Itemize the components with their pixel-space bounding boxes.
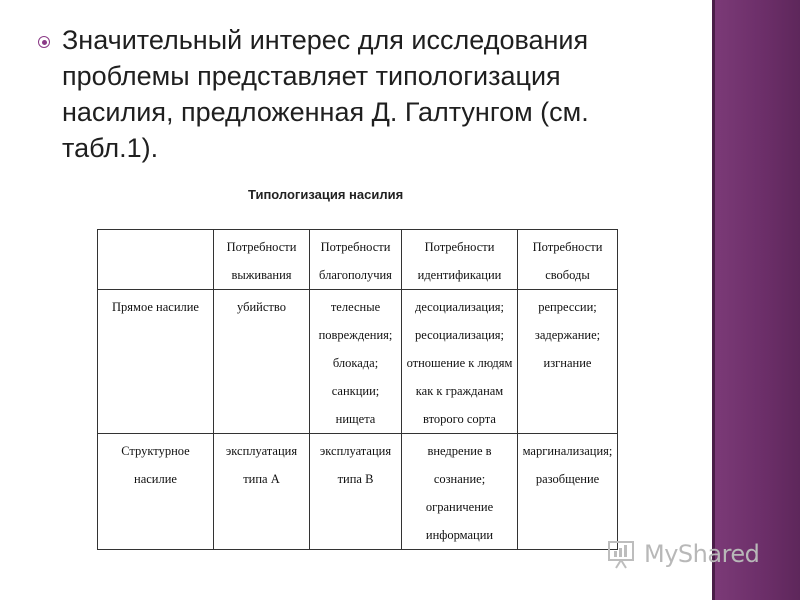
header-cell-wellbeing: Потребности благополучия (310, 230, 402, 290)
side-band-gradient (715, 0, 800, 600)
header-cell-freedom: Потребности свободы (518, 230, 618, 290)
table-cell: эксплуатация типа А (214, 434, 310, 550)
table-caption: Типологизация насилия (248, 187, 404, 202)
table-cell: репрессии; задержание; изгнание (518, 290, 618, 434)
row-label-direct-violence: Прямое насилие (98, 290, 214, 434)
table-cell: убийство (214, 290, 310, 434)
table-cell: эксплуатация типа В (310, 434, 402, 550)
bullet-icon (38, 36, 50, 48)
header-cell-identity: Потребности идентификации (402, 230, 518, 290)
main-paragraph: Значительный интерес для исследования проблемы представляет типологизация насилия, предложенная Д. Галтунгом (см. табл.1). (62, 25, 589, 163)
table-header-row (98, 230, 618, 290)
myshared-watermark (606, 538, 766, 572)
table-row (98, 290, 618, 434)
table-cell: маргинализация; разобщение (518, 434, 618, 550)
header-cell-survival: Потребности выживания (214, 230, 310, 290)
decorative-side-band (712, 0, 800, 600)
table-cell: десоциализация; ресоциализация; отношение к людям как к гражданам второго сорта (402, 290, 518, 434)
watermark-text: MyShared (644, 540, 760, 568)
table-row (98, 434, 618, 550)
row-label-structural-violence: Структурное насилие (98, 434, 214, 550)
header-cell-empty (98, 230, 214, 290)
table-cell: телесные повреждения; блокада; санкции; нищета (310, 290, 402, 434)
side-band-edge (712, 0, 715, 600)
table-cell: внедрение в сознание; ограничение информации (402, 434, 518, 550)
violence-typology-table (97, 229, 618, 550)
presentation-board-icon (606, 538, 638, 570)
